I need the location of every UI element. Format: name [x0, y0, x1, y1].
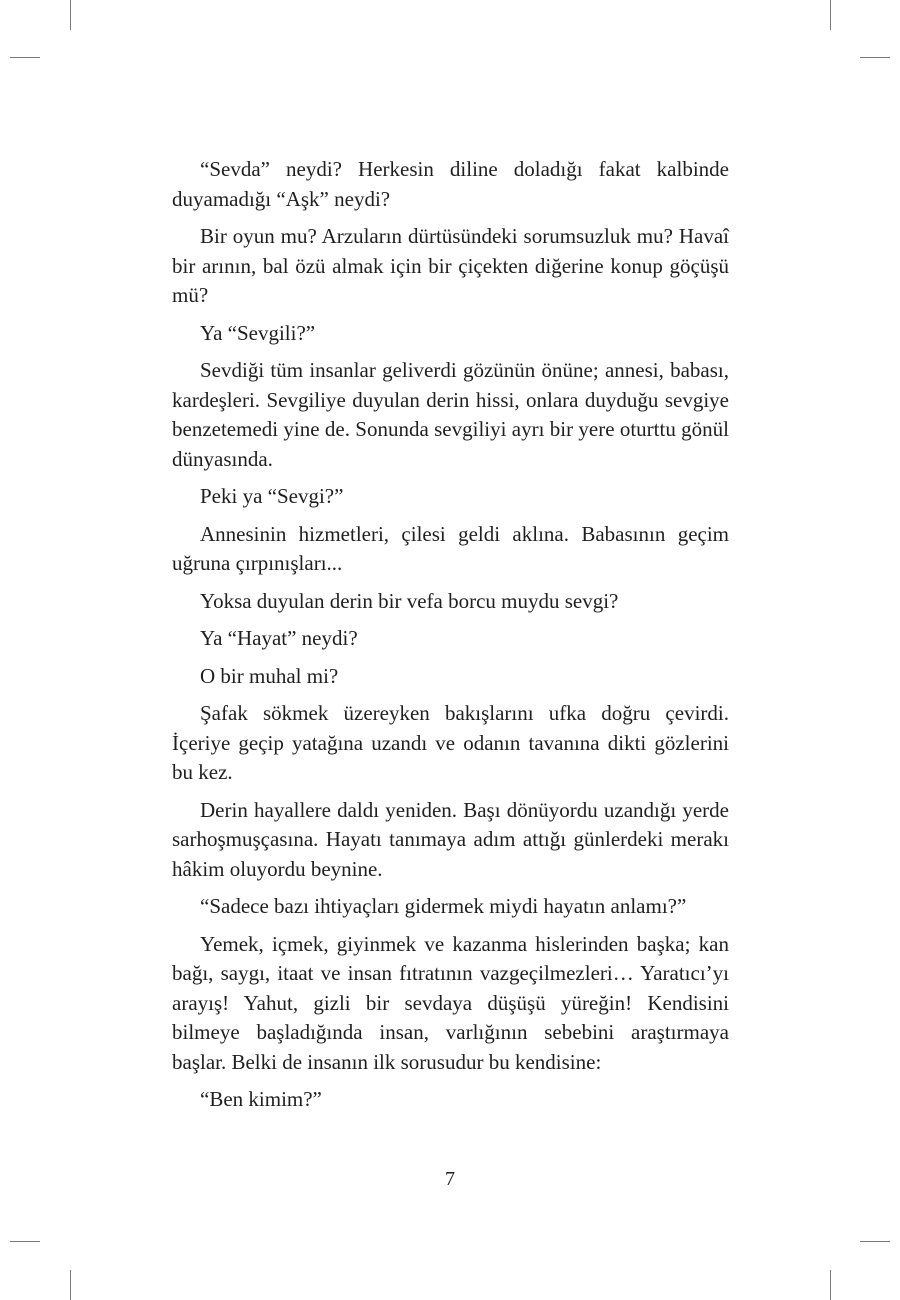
crop-mark-top-right-horizontal [860, 57, 890, 58]
paragraph: Yoksa duyulan derin bir vefa borcu muydu sevgi? [200, 588, 619, 613]
crop-mark-top-left-horizontal [10, 57, 40, 58]
paragraph: Derin hayallere daldı yeniden. Başı dönüyordu uzandığı yerde sarhoşmuşçasına. Hayatı tanımaya adım attığı günlerdeki merakı hâkim oluyordu beynine. [172, 797, 729, 881]
paragraph: Şafak sökmek üzereyken bakışlarını ufka doğru çevirdi. İçeriye geçip yatağına uzandı ve odanın tavanına dikti gözlerini bu kez. [172, 701, 729, 784]
paragraph: Ya “Hayat” neydi? [200, 626, 358, 650]
paragraph: Annesinin hizmetleri, çilesi geldi aklına. Babasının geçim uğruna çırpınışları... [172, 521, 729, 575]
paragraph: “Sadece bazı ihtiyaçları gidermek miydi hayatın anlamı?” [200, 894, 687, 918]
paragraph: Bir oyun mu? Arzuların dürtüsündeki sorumsuzluk mu? Havaî bir arının, bal özü almak için bir çiçekten diğerine konup göçüşü mü? [172, 224, 729, 307]
paragraph: Sevdiği tüm insanlar geliverdi gözünün önüne; annesi, babası, kardeşleri. Sevgiliye duyulan derin hissi, onlara duyduğu sevgiye benzetemedi yine de. Sonunda sevgiliyi ayrı bir yere oturttu gönül dünyasında. [172, 358, 729, 471]
paragraph: O bir muhal mi? [200, 663, 339, 688]
paragraph: Peki ya “Sevgi?” [200, 484, 344, 508]
crop-mark-top-right-vertical [830, 0, 831, 30]
crop-mark-bottom-left-horizontal [10, 1241, 40, 1242]
page-number: 7 [445, 1168, 455, 1190]
crop-mark-bottom-left-vertical [70, 1270, 71, 1300]
paragraph: “Ben kimim?” [200, 1087, 322, 1111]
paragraph: Yemek, içmek, giyinmek ve kazanma hislerinden başka; kan bağı, saygı, itaat ve insan fıtratının vazgeçilmezleri… Yaratıcı’yı arayış! Yahut, gizli bir sevdaya düşüşü yüreğin! Kendisini bilmeye başladığında insan, varlığının sebebini araştırmaya başlar. Belki de insanın ilk sorusudur bu kendisine: [172, 931, 729, 1074]
paragraph: “Sevda” neydi? Herkesin diline doladığı fakat kalbinde duyamadığı “Aşk” neydi? [172, 157, 729, 211]
crop-mark-top-left-vertical [70, 0, 71, 30]
crop-mark-bottom-right-vertical [830, 1270, 831, 1300]
crop-mark-bottom-right-horizontal [860, 1241, 890, 1242]
paragraph: Ya “Sevgili?” [200, 320, 316, 345]
body-text [172, 155, 729, 1123]
